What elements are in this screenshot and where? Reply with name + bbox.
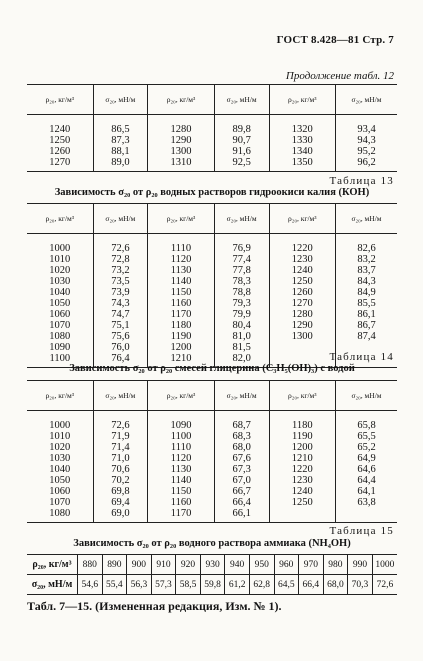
column-header-rho: ρ₂₀, кг/м³ xyxy=(148,204,215,234)
table-cell: 65,8 65,5 65,2 64,9 64,6 64,4 64,1 63,8 xyxy=(336,411,397,523)
table-13-number: Таблица 13 xyxy=(329,175,394,187)
table-cell: 1000 1010 1020 1030 1040 1050 1060 1070 1080 xyxy=(27,411,93,523)
sigma-value: 72,6 xyxy=(372,575,397,595)
rho-value: 980 xyxy=(323,555,348,575)
column-header-rho: ρ₂₀, кг/м³ xyxy=(269,204,336,234)
table12-grid xyxy=(27,84,397,172)
rho-value: 990 xyxy=(348,555,373,575)
column-header-sigma: σ₂₀, мН/м xyxy=(93,204,148,234)
table-15 xyxy=(27,554,397,595)
table-cell: 82,6 83,2 83,7 84,3 84,9 85,5 86,1 86,7 87,4 xyxy=(336,234,397,368)
table-14-number: Таблица 14 xyxy=(329,351,394,363)
table-cell: 1180 1190 1200 1210 1220 1230 1240 1250 xyxy=(269,411,336,523)
sigma-label: σ₂₀, мН/м xyxy=(27,575,78,595)
rho-value: 950 xyxy=(249,555,274,575)
rho-value: 970 xyxy=(299,555,324,575)
rho-value: 880 xyxy=(78,555,103,575)
sigma-value: 64,5 xyxy=(274,575,299,595)
sigma-value: 59,8 xyxy=(200,575,225,595)
sigma-value: 68,0 xyxy=(323,575,348,595)
column-header-rho: ρ₂₀, кг/м³ xyxy=(27,381,93,411)
table-12-continuation xyxy=(27,84,397,172)
sigma-value: 70,3 xyxy=(348,575,373,595)
table-14-title: Зависимость σ₂₀ от ρ₂₀ смесей глицерина (C₃H₅(OH)₃) с водой xyxy=(69,363,355,374)
column-header-sigma: σ₂₀, мН/м xyxy=(93,85,148,115)
table-cell: 68,7 68,3 68,0 67,6 67,3 67,0 66,7 66,4 66,1 xyxy=(214,411,269,523)
column-header-sigma: σ₂₀, мН/м xyxy=(336,204,397,234)
table-14 xyxy=(27,380,397,523)
column-header-rho: ρ₂₀, кг/м³ xyxy=(27,85,93,115)
page-header: ГОСТ 8.428—81 Стр. 7 xyxy=(276,34,394,46)
column-header-rho: ρ₂₀, кг/м³ xyxy=(27,204,93,234)
column-header-rho: ρ₂₀, кг/м³ xyxy=(269,85,336,115)
table-cell: 86,5 87,3 88,1 89,0 xyxy=(93,115,148,172)
rho-value: 1000 xyxy=(372,555,397,575)
column-header-sigma: σ₂₀, мН/м xyxy=(336,381,397,411)
rho-value: 960 xyxy=(274,555,299,575)
table13-grid xyxy=(27,203,397,368)
table-cell: 72,6 72,8 73,2 73,5 73,9 74,3 74,7 75,1 75,6 76,0 76,4 xyxy=(93,234,148,368)
table-cell: 1240 1250 1260 1270 xyxy=(27,115,93,172)
sigma-value: 61,2 xyxy=(225,575,250,595)
rho-label: ρ₂₀, кг/м³ xyxy=(27,555,78,575)
rho-value: 920 xyxy=(176,555,201,575)
column-header-sigma: σ₂₀, мН/м xyxy=(93,381,148,411)
table-cell: 1110 1120 1130 1140 1150 1160 1170 1180 1190 1200 1210 xyxy=(148,234,215,368)
column-header-sigma: σ₂₀, мН/м xyxy=(336,85,397,115)
table-cell: 1320 1330 1340 1350 xyxy=(269,115,336,172)
column-header-rho: ρ₂₀, кг/м³ xyxy=(148,85,215,115)
rho-value: 930 xyxy=(200,555,225,575)
rho-value: 940 xyxy=(225,555,250,575)
sigma-value: 56,3 xyxy=(127,575,152,595)
sigma-value: 62,8 xyxy=(249,575,274,595)
rho-value: 910 xyxy=(151,555,176,575)
sigma-value: 58,5 xyxy=(176,575,201,595)
sigma-value: 54,6 xyxy=(78,575,103,595)
column-header-sigma: σ₂₀, мН/м xyxy=(214,204,269,234)
table-cell: 1220 1230 1240 1250 1260 1270 1280 1290 1300 xyxy=(269,234,336,368)
table14-grid xyxy=(27,380,397,523)
table-13 xyxy=(27,203,397,368)
rho-value: 890 xyxy=(102,555,127,575)
table-cell: 1280 1290 1300 1310 xyxy=(148,115,215,172)
table-cell: 89,8 90,7 91,6 92,5 xyxy=(214,115,269,172)
table-cell: 72,6 71,9 71,4 71,0 70,6 70,2 69,8 69,4 69,0 xyxy=(93,411,148,523)
table-cell: 1090 1100 1110 1120 1130 1140 1150 1160 1170 xyxy=(148,411,215,523)
sigma-value: 55,4 xyxy=(102,575,127,595)
table-15-title: Зависимость σ₂₀ от ρ₂₀ водного раствора аммиака (NH₄OH) xyxy=(73,538,351,549)
table-13-title: Зависимость σ₂₀ от ρ₂₀ водных растворов гидроокиси калия (КОН) xyxy=(54,187,370,198)
table-continuation-label: Продолжение табл. 12 xyxy=(285,70,394,82)
sigma-value: 57,3 xyxy=(151,575,176,595)
column-header-rho: ρ₂₀, кг/м³ xyxy=(269,381,336,411)
table-cell: 93,4 94,3 95,2 96,2 xyxy=(336,115,397,172)
table-cell: 76,9 77,4 77,8 78,3 78,8 79,3 79,9 80,4 81,0 81,5 82,0 xyxy=(214,234,269,368)
rho-value: 900 xyxy=(127,555,152,575)
table-15-number: Таблица 15 xyxy=(329,525,394,537)
footer-note: Табл. 7—15. (Измененная редакция, Изм. № 1). xyxy=(27,599,282,613)
column-header-rho: ρ₂₀, кг/м³ xyxy=(148,381,215,411)
column-header-sigma: σ₂₀, мН/м xyxy=(214,85,269,115)
sigma-value: 66,4 xyxy=(299,575,324,595)
column-header-sigma: σ₂₀, мН/м xyxy=(214,381,269,411)
table-cell: 1000 1010 1020 1030 1040 1050 1060 1070 1080 1090 1100 xyxy=(27,234,93,368)
